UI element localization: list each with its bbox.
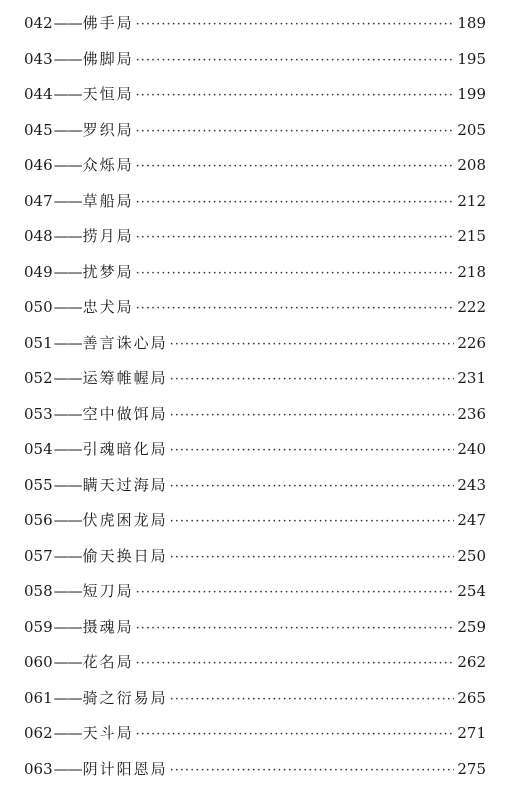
entry-page-number: 254	[457, 582, 486, 600]
entry-number: 047	[24, 191, 53, 210]
entry-title: 天斗局	[82, 724, 134, 742]
toc-entry-050[interactable]	[24, 290, 486, 326]
entry-page-number: 259	[457, 617, 486, 636]
entry-dash: ——	[53, 582, 82, 600]
dot-leader	[136, 256, 454, 292]
entry-dash: ——	[53, 227, 82, 245]
entry-title: 罗织局	[82, 120, 134, 139]
dot-leader	[136, 7, 454, 43]
entry-page-number: 236	[457, 404, 486, 423]
toc-entry-058[interactable]	[24, 574, 486, 610]
entry-page-number: 226	[457, 333, 486, 352]
entry-page-number: 275	[457, 759, 486, 778]
entry-dash: ——	[53, 369, 82, 387]
dot-leader	[170, 753, 454, 788]
entry-title: 空中做饵局	[82, 404, 168, 423]
entry-number: 051	[24, 333, 53, 352]
entry-number: 045	[24, 120, 53, 139]
entry-number: 054	[24, 440, 53, 458]
dot-leader	[136, 78, 454, 114]
toc-entry-052[interactable]	[24, 361, 486, 397]
entry-page-number: 262	[457, 653, 486, 671]
entry-number: 056	[24, 511, 53, 529]
entry-page-number: 250	[457, 546, 486, 565]
entry-title: 引魂暗化局	[82, 440, 168, 458]
dot-leader	[170, 327, 454, 363]
entry-number: 062	[24, 724, 53, 742]
entry-dash: ——	[53, 156, 82, 174]
entry-page-number: 247	[457, 511, 486, 529]
dot-leader	[170, 398, 454, 434]
entry-title: 摄魂局	[82, 617, 134, 636]
dot-leader	[170, 469, 454, 505]
toc-entry-051[interactable]	[24, 326, 486, 362]
entry-number: 042	[24, 14, 53, 32]
entry-title: 偷天换日局	[82, 546, 168, 565]
entry-dash: ——	[53, 617, 82, 636]
toc-entry-063[interactable]	[24, 752, 486, 788]
dot-leader	[170, 682, 454, 718]
entry-title: 运筹帷幄局	[82, 369, 168, 387]
toc-entry-061[interactable]	[24, 681, 486, 717]
entry-title: 天恒局	[82, 85, 134, 103]
entry-number: 048	[24, 227, 53, 245]
entry-dash: ——	[53, 120, 82, 139]
toc-entry-054[interactable]	[24, 432, 486, 468]
dot-leader	[170, 504, 454, 540]
entry-dash: ——	[53, 759, 82, 778]
entry-dash: ——	[53, 333, 82, 352]
entry-dash: ——	[53, 298, 82, 316]
entry-page-number: 271	[457, 724, 486, 742]
entry-page-number: 189	[457, 14, 486, 32]
entry-dash: ——	[53, 49, 82, 68]
toc-entry-059[interactable]	[24, 610, 486, 646]
entry-dash: ——	[53, 191, 82, 210]
entry-page-number: 243	[457, 475, 486, 494]
entry-number: 043	[24, 49, 53, 68]
entry-title: 伏虎困龙局	[82, 511, 168, 529]
entry-dash: ——	[53, 546, 82, 565]
dot-leader	[136, 114, 454, 150]
toc-entry-057[interactable]	[24, 539, 486, 575]
toc-entry-048[interactable]	[24, 219, 486, 255]
entry-title: 短刀局	[82, 582, 134, 600]
entry-dash: ——	[53, 653, 82, 671]
entry-page-number: 208	[457, 156, 486, 174]
entry-title: 花名局	[82, 653, 134, 671]
entry-number: 050	[24, 298, 53, 316]
dot-leader	[136, 220, 454, 256]
entry-number: 049	[24, 262, 53, 281]
entry-number: 055	[24, 475, 53, 494]
dot-leader	[136, 575, 454, 611]
entry-number: 061	[24, 688, 53, 707]
entry-page-number: 215	[457, 227, 486, 245]
entry-dash: ——	[53, 85, 82, 103]
toc-entry-047[interactable]	[24, 184, 486, 220]
entry-number: 052	[24, 369, 53, 387]
entry-title: 善言诛心局	[82, 333, 168, 352]
entry-title: 阴计阳恩局	[82, 759, 168, 778]
dot-leader	[170, 362, 454, 398]
table-of-contents	[24, 6, 486, 787]
entry-number: 058	[24, 582, 53, 600]
entry-page-number: 231	[457, 369, 486, 387]
entry-title: 瞒天过海局	[82, 475, 168, 494]
dot-leader	[136, 646, 454, 682]
entry-dash: ——	[53, 724, 82, 742]
toc-entry-060[interactable]	[24, 645, 486, 681]
entry-dash: ——	[53, 14, 82, 32]
entry-dash: ——	[53, 404, 82, 423]
entry-page-number: 195	[457, 49, 486, 68]
entry-page-number: 212	[457, 191, 486, 210]
entry-title: 扰梦局	[82, 262, 134, 281]
toc-entry-045[interactable]	[24, 113, 486, 149]
entry-title: 众烁局	[82, 156, 134, 174]
dot-leader	[136, 291, 454, 327]
dot-leader	[170, 433, 454, 469]
entry-title: 忠犬局	[82, 298, 134, 316]
dot-leader	[136, 185, 454, 221]
toc-entry-042[interactable]	[24, 6, 486, 42]
entry-page-number: 205	[457, 120, 486, 139]
dot-leader	[170, 540, 454, 576]
entry-title: 佛脚局	[82, 49, 134, 68]
toc-entry-053[interactable]	[24, 397, 486, 433]
entry-title: 草船局	[82, 191, 134, 210]
toc-entry-043[interactable]	[24, 42, 486, 78]
toc-entry-056[interactable]	[24, 503, 486, 539]
toc-entry-055[interactable]	[24, 468, 486, 504]
entry-page-number: 240	[457, 440, 486, 458]
entry-page-number: 199	[457, 85, 486, 103]
dot-leader	[136, 149, 454, 185]
dot-leader	[136, 43, 454, 79]
entry-page-number: 218	[457, 262, 486, 281]
toc-entry-049[interactable]	[24, 255, 486, 291]
entry-dash: ——	[53, 475, 82, 494]
entry-page-number: 222	[457, 298, 486, 316]
entry-number: 044	[24, 85, 53, 103]
entry-title: 捞月局	[82, 227, 134, 245]
entry-dash: ——	[53, 511, 82, 529]
entry-dash: ——	[53, 688, 82, 707]
toc-entry-044[interactable]	[24, 77, 486, 113]
entry-title: 骑之衍易局	[82, 688, 168, 707]
entry-number: 046	[24, 156, 53, 174]
toc-entry-046[interactable]	[24, 148, 486, 184]
entry-title: 佛手局	[82, 14, 134, 32]
entry-number: 063	[24, 759, 53, 778]
entry-number: 053	[24, 404, 53, 423]
entry-dash: ——	[53, 262, 82, 281]
toc-entry-062[interactable]	[24, 716, 486, 752]
dot-leader	[136, 611, 454, 647]
entry-number: 057	[24, 546, 53, 565]
entry-number: 060	[24, 653, 53, 671]
entry-dash: ——	[53, 440, 82, 458]
entry-page-number: 265	[457, 688, 486, 707]
dot-leader	[136, 717, 454, 753]
entry-number: 059	[24, 617, 53, 636]
